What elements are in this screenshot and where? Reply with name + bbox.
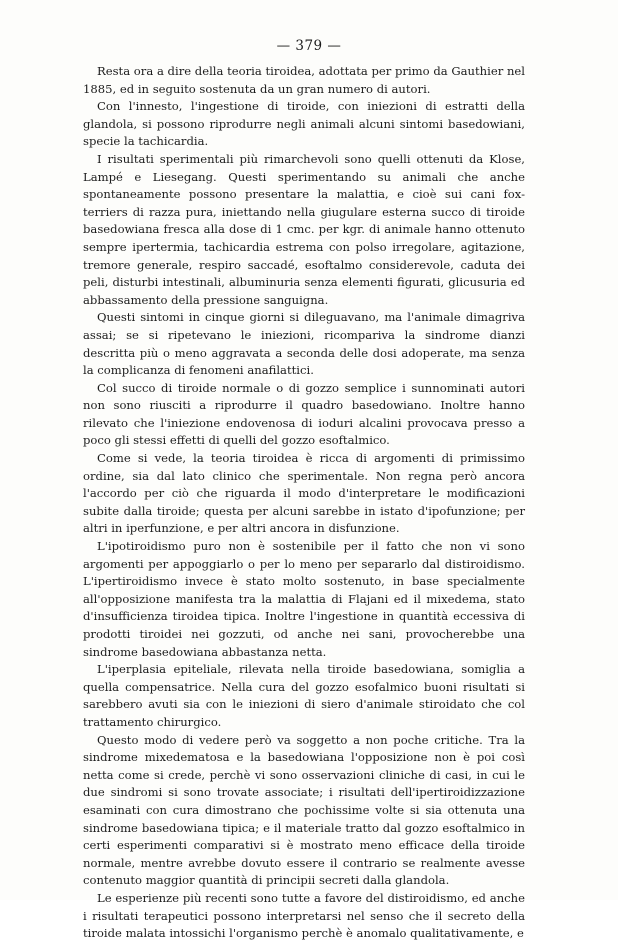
paragraph-5: Col succo di tiroide normale o di gozzo semplice i sunnominati autori non sono riusciti a riprodurre il quadro basedowiano. Inoltre hanno rilevato che l'iniezione endovenosa di ioduri alcalini provocava presso a poco gli stessi effetti di quelli del gozzo esoftalmico. [83, 380, 525, 448]
paragraph-4: Questi sintomi in cinque giorni si dileguavano, ma l'animale dimagriva assai; se si ripetevano le iniezioni, ricompariva la sindrome dianzi descritta più o meno aggravata a seconda delle dosi adoperate, ma senza la complicanza di fenomeni anafilattici. [83, 310, 525, 378]
paragraph-2: Con l'innesto, l'ingestione di tiroide, con iniezioni di estratti della glandola, si possono riprodurre negli animali alcuni sintomi basedowiani, specie la tachicardia. [83, 99, 525, 149]
page-number: — 379 — [276, 38, 342, 54]
body-text [83, 63, 525, 943]
paragraph-6: Come si vede, la teoria tiroidea è ricca di argomenti di primissimo ordine, sia dal lato clinico che sperimentale. Non regna però ancora l'accordo per ciò che riguarda il modo d'interpretare le modificazioni subite dalla tiroide; questa per alcuni sarebbe in istato d'ipofunzione; per altri in iperfunzione, e per altri ancora in disfunzione. [83, 451, 525, 536]
paragraph-8: L'iperplasia epiteliale, rilevata nella tiroide basedowiana, somiglia a quella compensatrice. Nella cura del gozzo esofalmico buoni risultati si sarebbero avuti sia con le iniezioni di siero d'animale stiroidato che col trattamento chirurgico. [83, 662, 525, 729]
paragraph-1: Resta ora a dire della teoria tiroidea, adottata per primo da Gauthier nel 1885, ed in seguito sostenuta da un gran numero di autori. [83, 64, 525, 96]
paragraph-9: Questo modo di vedere però va soggetto a non poche critiche. Tra la sindrome mixedematosa e la basedowiana l'opposizione non è poi così netta come si crede, perchè vi sono osservazioni cliniche di casi, in cui le due sindromi si sono trovate associate; i risultati dell'ipertiroidizzazione esaminati con cura dimostrano che pochissime volte si sia ottenuta una sindrome basedowiana tipica; e il materiale tratto dal gozzo esoftalmico in certi esperimenti comparativi si è mostrato meno efficace della tiroide normale, mentre avrebbe dovuto essere il contrario se realmente avesse contenuto maggior quantità di principii secreti dalla glandola. [83, 732, 525, 888]
paragraph-7: L'ipotiroidismo puro non è sostenibile per il fatto che non vi sono argomenti per appoggiarlo o per lo meno per separarlo dal distiroidismo. L'ipertiroidismo invece è stato molto sostenuto, in base specialmente all'opposizione manifesta tra la malattia di Flajani ed il mixedema, stato d'insufficienza tiroidea tipica. Inoltre l'ingestione in quantità eccessiva di prodotti tiroidei nei gozzuti, od anche nei sani, provocherebbe una sindrome basedowiana abbastanza netta. [83, 539, 525, 659]
paragraph-10: Le esperienze più recenti sono tutte a favore del distiroidismo, ed anche i risultati terapeutici possono interpretarsi nel senso che il secreto della tiroide malata intossichi l'organismo perchè è anomalo qualitativamente, e [83, 890, 525, 941]
paragraph-3: I risultati sperimentali più rimarchevoli sono quelli ottenuti da Klose, Lampé e Liesegang. Questi sperimentando su animali che anche spontaneamente possono presentare la malattia, e cioè sui cani fox-terriers di razza pura, iniettando nella giugulare esterna succo di tiroide basedowiana fresca alla dose di 1 cmc. per kgr. di animale hanno ottenuto sempre ipertermia, tachicardia estrema con polso irregolare, agitazione, tremore generale, respiro saccadé, esoftalmo considerevole, caduta dei peli, disturbi intestinali, albuminuria senza elementi figurati, glicusuria ed abbassamento della pressione sanguigna. [83, 151, 525, 307]
